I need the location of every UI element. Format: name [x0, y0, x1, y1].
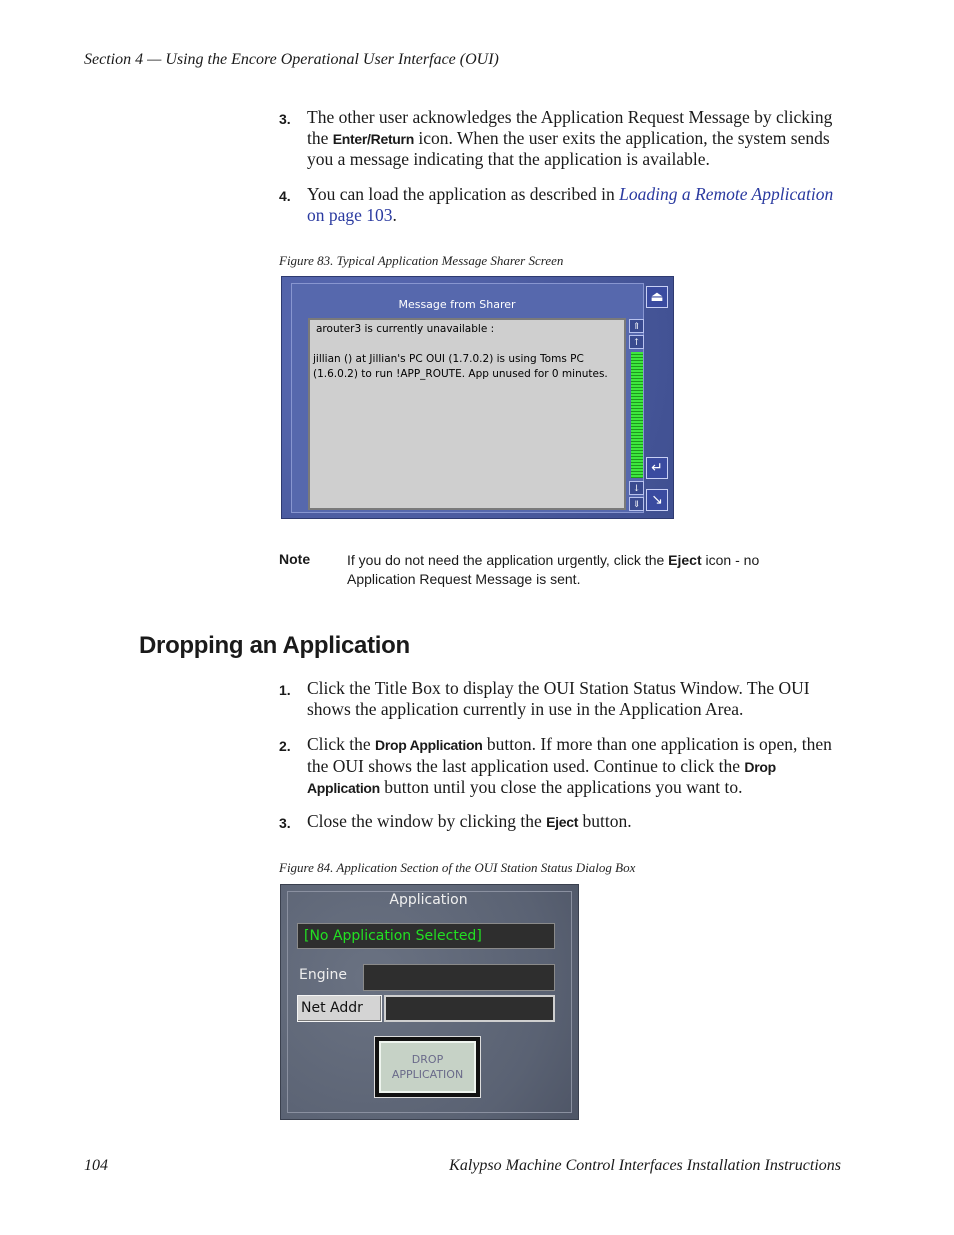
engine-field — [363, 964, 555, 991]
scroll-top-icon[interactable]: ⇑ — [629, 319, 644, 333]
scroll-up-icon[interactable]: ↑ — [629, 335, 644, 349]
message-panel — [291, 283, 644, 513]
step-4-top: 4. You can load the application as described in Loading a Remote Application on page 103. — [279, 184, 834, 225]
step-number: 4. — [279, 188, 291, 204]
message-title: Message from Sharer — [398, 298, 516, 311]
message-text-area — [308, 318, 626, 510]
step-2: 2. Click the Drop Application button. If more than one application is open, then the OUI shows the last application used. Continue to click the Drop Application button until you close the applications you want to. — [279, 734, 832, 797]
scroll-track[interactable] — [631, 352, 643, 478]
note-text: If you do not need the application urgently, click the Eject icon - no Application Request Message is sent. — [347, 552, 760, 587]
message-line-2: jillian () at Jillian's PC OUI (1.7.0.2) is using Toms PC (1.6.0.2) to run !APP_ROUTE. App unused for 0 minutes. — [313, 353, 608, 380]
running-header: Section 4 — Using the Encore Operational User Interface (OUI) — [84, 51, 499, 68]
ui-term-drop-application: Drop Application — [307, 758, 776, 796]
message-sharer-screenshot — [281, 276, 674, 519]
application-section-screenshot — [280, 884, 579, 1120]
document-title: Kalypso Machine Control Interfaces Installation Instructions — [449, 1157, 841, 1174]
step-number: 3. — [279, 111, 291, 127]
eject-icon[interactable]: ⏏ — [646, 286, 668, 308]
figure-84-caption: Figure 84. Application Section of the OUI Station Status Dialog Box — [279, 860, 636, 875]
application-name-field: [No Application Selected] — [297, 923, 555, 949]
scroll-bottom-icon[interactable]: ⇓ — [629, 497, 644, 511]
net-addr-field[interactable] — [384, 995, 555, 1022]
drop-application-button[interactable]: DROP APPLICATION — [379, 1041, 476, 1093]
step-3-top: 3. The other user acknowledges the Application Request Message by clicking the Enter/Return icon. When the user exits the application, the system sends you a message indicating that the application is available. — [279, 107, 833, 169]
figure-83-caption: Figure 83. Typical Application Message Sharer Screen — [279, 253, 564, 268]
step-number: 1. — [279, 682, 291, 698]
section-heading: Dropping an Application — [139, 632, 410, 659]
ui-term-eject: Eject — [668, 552, 702, 568]
drop-application-button-frame — [374, 1036, 481, 1098]
step-number: 2. — [279, 738, 291, 754]
engine-label: Engine — [299, 967, 347, 983]
drop-icon[interactable]: ↘ — [646, 489, 668, 511]
message-line-1: arouter3 is currently unavailable : — [316, 323, 495, 335]
enter-return-icon[interactable]: ↵ — [646, 457, 668, 479]
link-loading-remote-application[interactable]: Loading a Remote Application — [619, 184, 834, 204]
note-label: Note — [279, 551, 311, 567]
link-page-reference[interactable]: on page 103 — [307, 204, 393, 225]
page-number: 104 — [84, 1157, 108, 1174]
ui-term-drop-application: Drop Application — [375, 737, 483, 753]
step-3: 3. Close the window by clicking the Eject button. — [279, 811, 844, 833]
net-addr-button[interactable]: Net Addr — [297, 995, 382, 1022]
application-title: Application — [389, 892, 468, 908]
step-number: 3. — [279, 815, 291, 831]
ui-term-eject: Eject — [546, 814, 579, 830]
scroll-down-icon[interactable]: ↓ — [629, 481, 644, 495]
message-scrollbar[interactable] — [629, 320, 646, 512]
step-1: 1. Click the Title Box to display the OUI Station Status Window. The OUI shows the application currently in use in the Application Area. — [279, 678, 810, 719]
ui-term-enter-return: Enter/Return — [332, 130, 414, 147]
